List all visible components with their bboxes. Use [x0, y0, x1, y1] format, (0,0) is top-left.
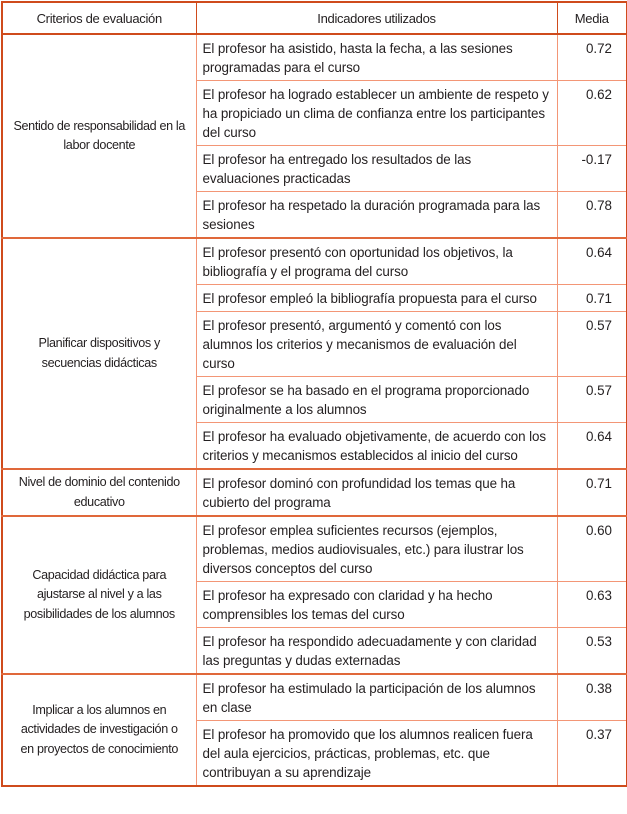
mean-cell: -0.17 — [557, 146, 627, 192]
criterion-cell: Implicar a los alumnos en actividades de investigación o en proyectos de conocimiento — [2, 674, 196, 786]
indicator-cell: El profesor ha entregado los resultados de las evaluaciones practicadas — [196, 146, 557, 192]
mean-cell: 0.62 — [557, 81, 627, 146]
mean-cell: 0.57 — [557, 312, 627, 377]
header-criteria: Criterios de evaluación — [2, 2, 196, 34]
criterion-cell: Planificar dispositivos y secuencias didácticas — [2, 238, 196, 469]
indicator-cell: El profesor ha asistido, hasta la fecha, a las sesiones programadas para el curso — [196, 34, 557, 81]
criterion-cell: Nivel de dominio del contenido educativo — [2, 469, 196, 516]
mean-cell: 0.78 — [557, 192, 627, 239]
header-indicators: Indicadores utilizados — [196, 2, 557, 34]
table-body — [2, 34, 627, 786]
mean-cell: 0.71 — [557, 285, 627, 312]
criterion-cell: Sentido de responsabilidad en la labor docente — [2, 34, 196, 238]
mean-cell: 0.64 — [557, 423, 627, 470]
mean-cell: 0.57 — [557, 377, 627, 423]
criterion-cell: Capacidad didáctica para ajustarse al nivel y a las posibilidades de los alumnos — [2, 516, 196, 674]
indicator-cell: El profesor ha promovido que los alumnos realicen fuera del aula ejercicios, prácticas, problemas, etc. que contribuyan a su aprendizaje — [196, 721, 557, 787]
indicator-cell: El profesor presentó, argumentó y comentó con los alumnos los criterios y mecanismos de evaluación del curso — [196, 312, 557, 377]
indicator-cell: El profesor ha respetado la duración programada para las sesiones — [196, 192, 557, 239]
evaluation-table — [1, 1, 627, 787]
table-row — [2, 674, 627, 721]
table-row — [2, 238, 627, 285]
mean-cell: 0.53 — [557, 628, 627, 675]
mean-cell: 0.71 — [557, 469, 627, 516]
header-mean: Media — [557, 2, 627, 34]
indicator-cell: El profesor emplea suficientes recursos (ejemplos, problemas, medios audiovisuales, etc.) para ilustrar los diversos conceptos del curso — [196, 516, 557, 582]
table-row — [2, 516, 627, 582]
indicator-cell: El profesor ha estimulado la participación de los alumnos en clase — [196, 674, 557, 721]
mean-cell: 0.60 — [557, 516, 627, 582]
mean-cell: 0.38 — [557, 674, 627, 721]
indicator-cell: El profesor ha expresado con claridad y ha hecho comprensibles los temas del curso — [196, 582, 557, 628]
header-row — [2, 2, 627, 34]
table-row — [2, 469, 627, 516]
indicator-cell: El profesor dominó con profundidad los temas que ha cubierto del programa — [196, 469, 557, 516]
indicator-cell: El profesor presentó con oportunidad los objetivos, la bibliografía y el programa del curso — [196, 238, 557, 285]
mean-cell: 0.72 — [557, 34, 627, 81]
indicator-cell: El profesor empleó la bibliografía propuesta para el curso — [196, 285, 557, 312]
table-row — [2, 34, 627, 81]
indicator-cell: El profesor se ha basado en el programa proporcionado originalmente a los alumnos — [196, 377, 557, 423]
mean-cell: 0.37 — [557, 721, 627, 787]
indicator-cell: El profesor ha logrado establecer un ambiente de respeto y ha propiciado un clima de confianza entre los participantes del curso — [196, 81, 557, 146]
indicator-cell: El profesor ha respondido adecuadamente y con claridad las preguntas y dudas externadas — [196, 628, 557, 675]
indicator-cell: El profesor ha evaluado objetivamente, de acuerdo con los criterios y mecanismos establecidos al inicio del curso — [196, 423, 557, 470]
mean-cell: 0.63 — [557, 582, 627, 628]
mean-cell: 0.64 — [557, 238, 627, 285]
